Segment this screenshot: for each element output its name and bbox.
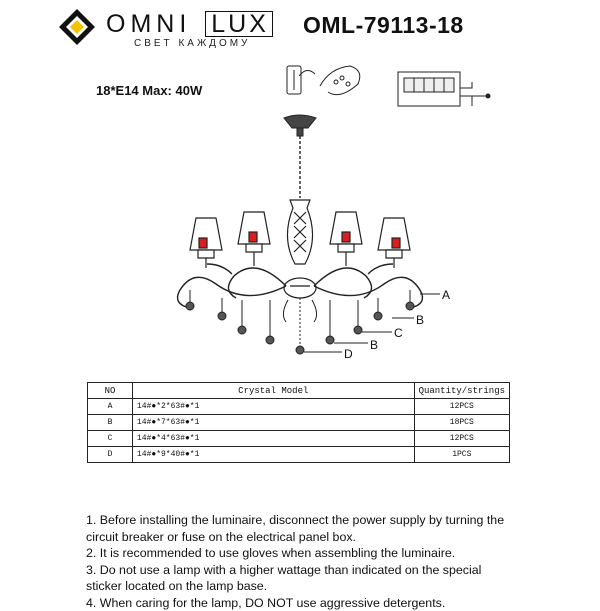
row-no: A <box>88 399 133 415</box>
note-item: 4. When caring for the lamp, DO NOT use aggressive detergents. <box>86 595 516 611</box>
brand-name <box>106 10 273 39</box>
row-qty: 12PCS <box>414 431 509 447</box>
table-row <box>88 415 510 431</box>
row-no: D <box>88 447 133 463</box>
crystal-table <box>87 382 510 463</box>
header-no: NO <box>88 383 133 399</box>
label-b: B <box>416 313 424 327</box>
note-item: 3. Do not use a lamp with a higher wattage than indicated on the special sticker located on the lamp base. <box>86 562 516 595</box>
diamond-logo-icon <box>58 8 96 46</box>
row-no: C <box>88 431 133 447</box>
central-column <box>284 200 316 298</box>
row-no: B <box>88 415 133 431</box>
brand-tagline: СВЕТ КАЖДОМУ <box>134 38 250 49</box>
label-a: A <box>442 288 450 302</box>
crystal-strings <box>186 290 414 354</box>
note-item: 2. It is recommended to use gloves when assembling the luminaire. <box>86 545 516 562</box>
chandelier-drawing <box>0 60 600 380</box>
row-qty: 1PCS <box>414 447 509 463</box>
hook-detail-illustration <box>287 66 360 95</box>
header-crystal-model: Crystal Model <box>133 383 415 399</box>
safety-notes <box>86 512 516 611</box>
row-qty: 18PCS <box>414 415 509 431</box>
table-row <box>88 447 510 463</box>
model-code: OML-79113-18 <box>303 12 464 39</box>
header-quantity: Quantity/strings <box>414 383 509 399</box>
wiring-box-illustration <box>398 72 490 106</box>
row-model: 14#●*7*63#●*1 <box>133 415 415 431</box>
table-row <box>88 431 510 447</box>
row-model: 14#●*4*63#●*1 <box>133 431 415 447</box>
label-d: D <box>344 347 353 361</box>
lamp-spec: 18*E14 Max: 40W <box>96 83 202 98</box>
row-model: 14#●*2*63#●*1 <box>133 399 415 415</box>
row-model: 14#●*9*40#●*1 <box>133 447 415 463</box>
label-c: C <box>394 326 403 340</box>
table-row <box>88 399 510 415</box>
brand-lux: LUX <box>205 11 273 37</box>
label-b-lower: B <box>370 338 378 352</box>
brand-omni: OMNI <box>106 10 191 38</box>
row-qty: 12PCS <box>414 399 509 415</box>
table-header-row <box>88 383 510 399</box>
note-item: 1. Before installing the luminaire, disconnect the power supply by turning the circuit breaker or fuse on the electrical panel box. <box>86 512 516 545</box>
canopy <box>284 115 316 136</box>
